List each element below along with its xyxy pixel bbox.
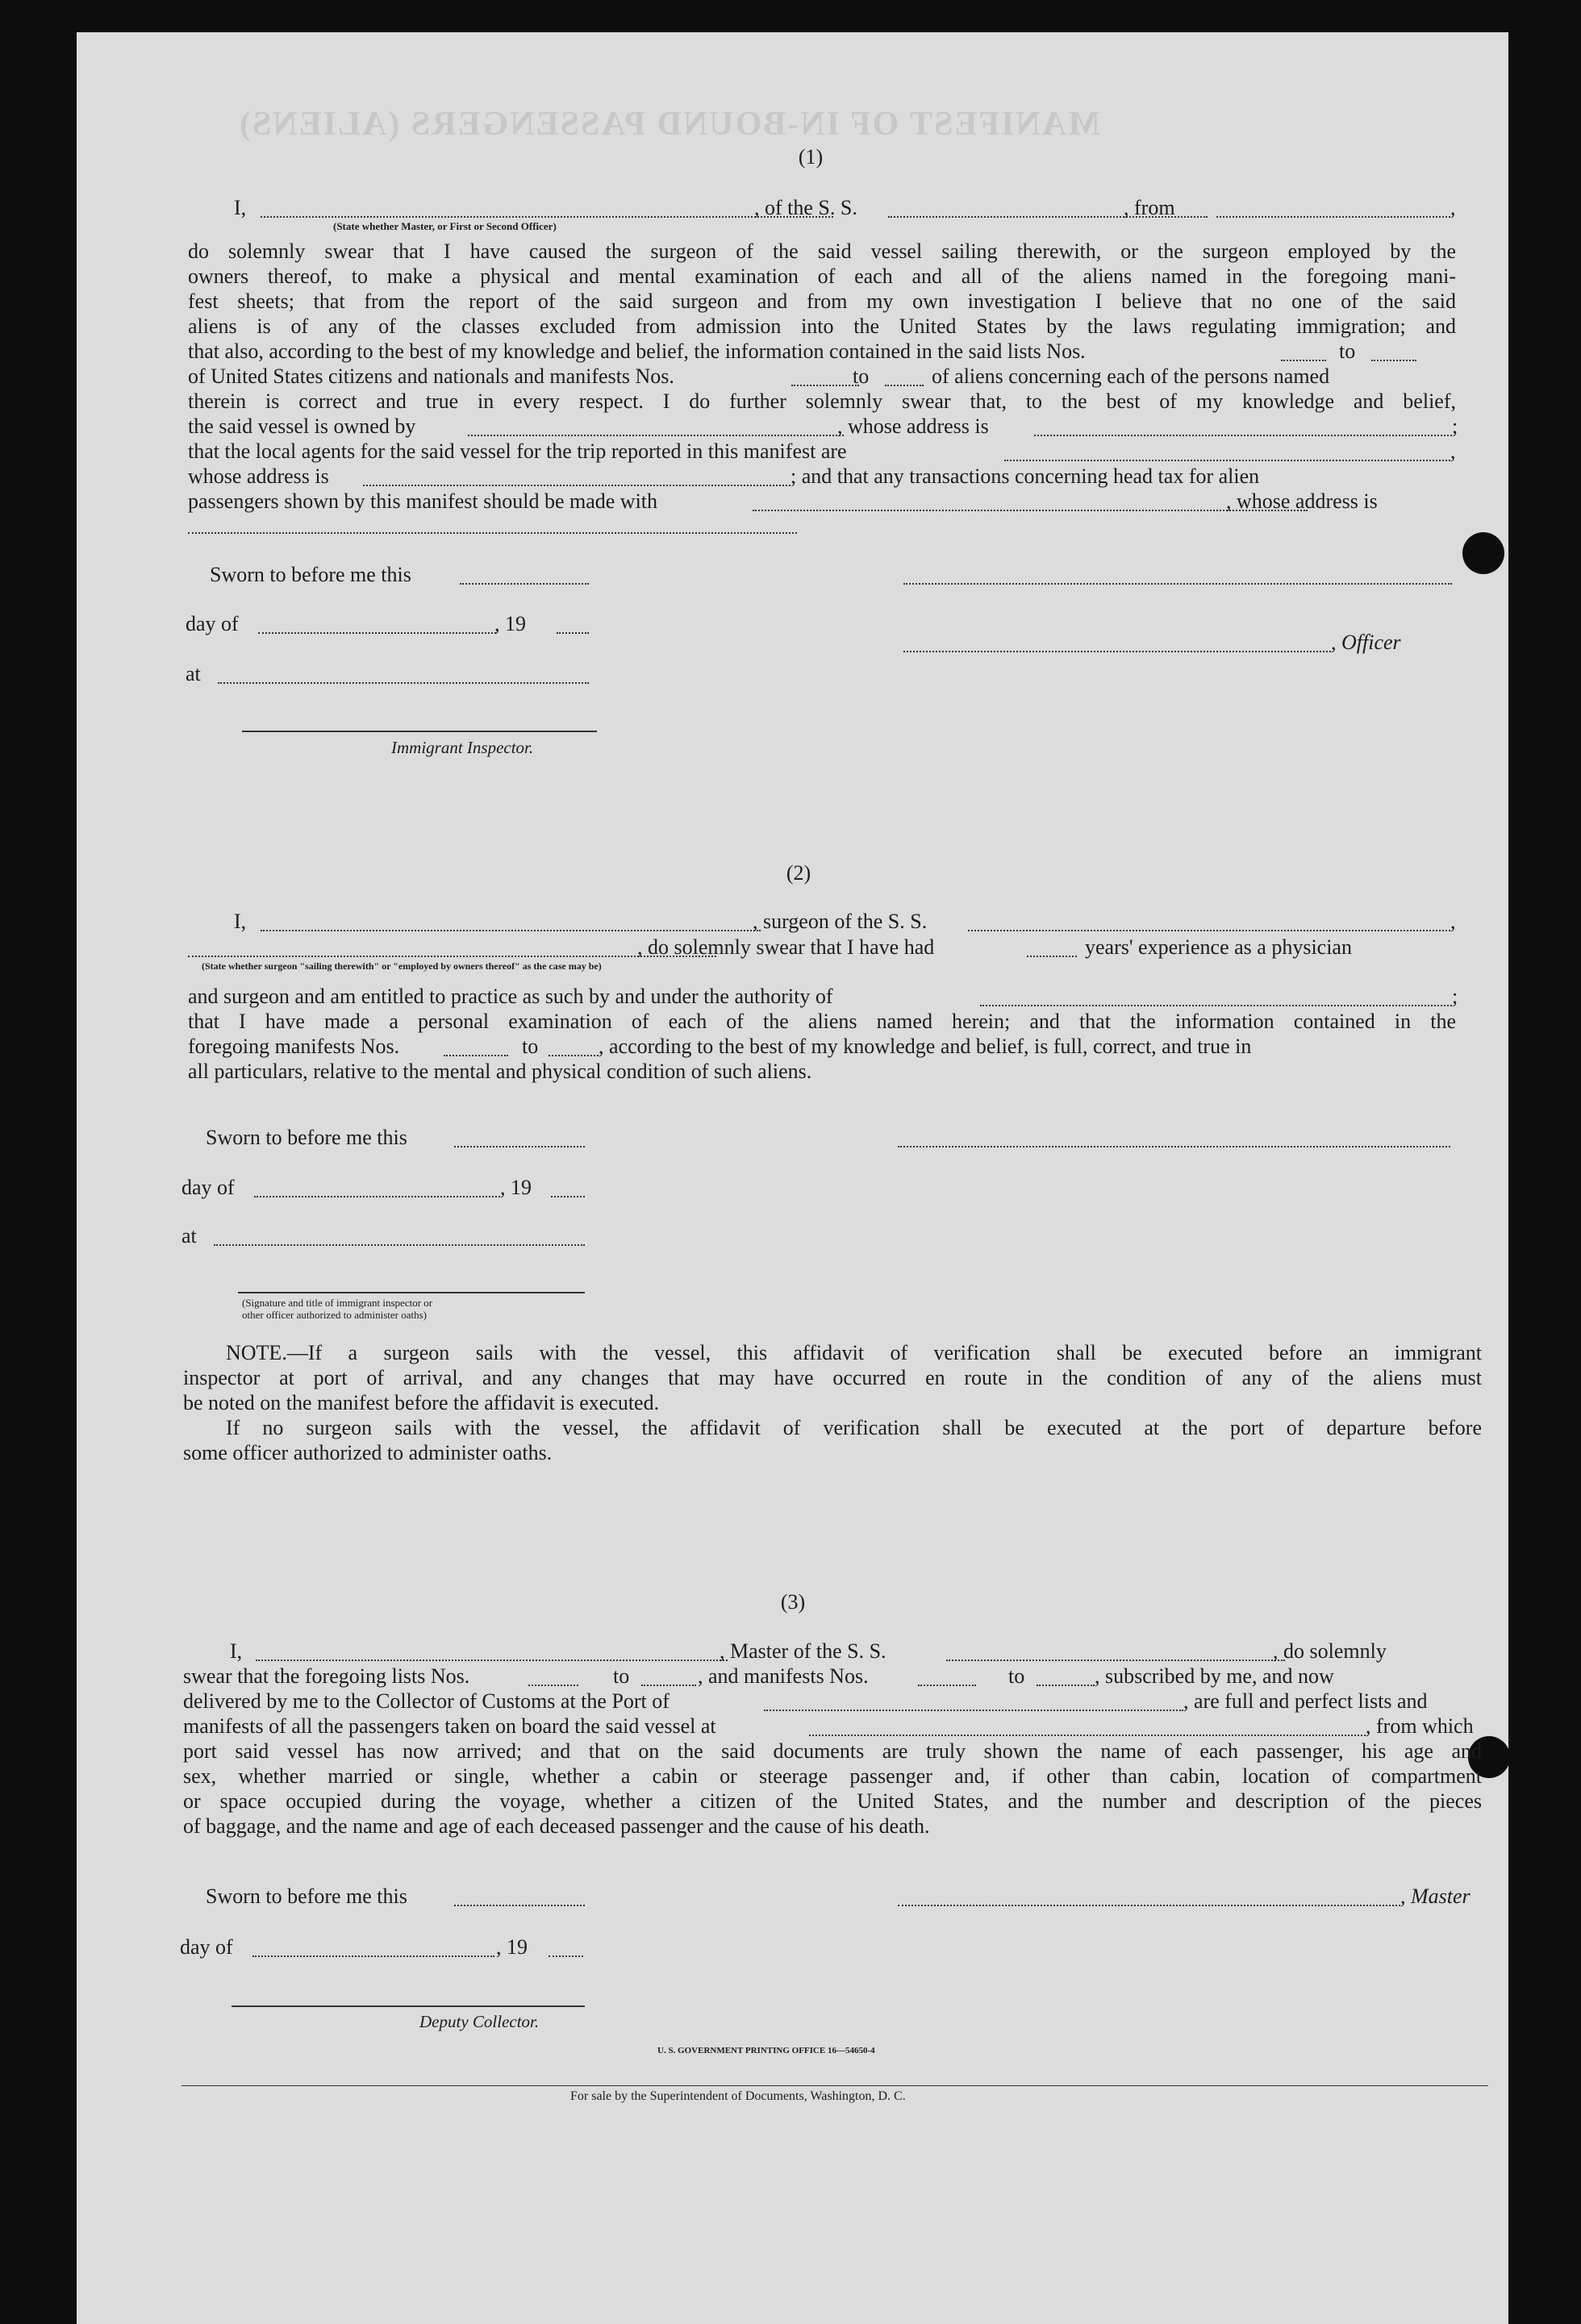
s2-at: at: [181, 1224, 197, 1247]
s1-line-2: owners thereof, to make a physical and mental examination of each and all of the aliens named in the foregoing mani-: [188, 264, 1456, 288]
s3-master-name-field[interactable]: [256, 1660, 728, 1661]
s3-vessel-field[interactable]: [946, 1660, 1285, 1661]
s3-deputy-label: Deputy Collector.: [419, 2012, 540, 2031]
s1-officer-note: (State whether Master, or First or Second Officer): [333, 220, 557, 232]
s2-signature-field[interactable]: [898, 1146, 1450, 1147]
s1-nineteen: , 19: [494, 612, 526, 635]
s3-line-4a: manifests of all the passengers taken on board the said vessel at: [183, 1714, 716, 1738]
s2-line-3a: and surgeon and am entitled to practice as such by and under the authority of: [188, 985, 833, 1008]
s1-line-6a: of United States citizens and nationals and manifests Nos.: [188, 364, 674, 388]
s3-deputy-signature-field[interactable]: [232, 2005, 585, 2007]
s2-day-month-field[interactable]: [254, 1196, 500, 1197]
s2-manifests-from-field[interactable]: [444, 1055, 508, 1056]
s1-of-ss: , of the S. S.: [754, 196, 857, 219]
s2-line-5b: to: [522, 1035, 539, 1058]
s2-year-field[interactable]: [551, 1196, 585, 1197]
s3-master-signature-field[interactable]: [898, 1905, 1400, 1906]
s1-line-4: aliens is of any of the classes excluded from admission into the United States by the laws regulating immigration; and: [188, 314, 1456, 338]
s1-line-10b: ; and that any transactions concerning head tax for alien: [790, 464, 1260, 488]
s2-line-5c: , according to the best of my knowledge and belief, is full, correct, and true in: [599, 1035, 1252, 1058]
s1-lists-to-field[interactable]: [1371, 360, 1416, 361]
s2-sig-note-2: other officer authorized to administer oaths): [242, 1309, 427, 1321]
s2-surgeon-name-field[interactable]: [261, 930, 761, 931]
s1-line-7: therein is correct and true in every respect. I do further solemnly swear that, to the best of my knowledge and belief,: [188, 389, 1456, 413]
s2-officer-signature-field[interactable]: [238, 1292, 585, 1293]
s3-line-8: of baggage, and the name and age of each deceased passenger and the cause of his death.: [183, 1814, 930, 1838]
s3-line-3a: delivered by me to the Collector of Customs at the Port of: [183, 1689, 670, 1713]
s1-line-5a: that also, according to the best of my knowledge and belief, the information contained in the said lists Nos.: [188, 339, 1086, 363]
s1-line-8a: the said vessel is owned by: [188, 414, 416, 438]
s3-manifests-from-field[interactable]: [918, 1685, 976, 1686]
s2-note-line-3: be noted on the manifest before the affidavit is executed.: [183, 1391, 660, 1414]
s1-officer-label: , Officer: [1331, 631, 1401, 654]
section-3-number: (3): [780, 1590, 806, 1614]
s1-at-place-field[interactable]: [218, 682, 589, 684]
s1-head-tax-address-field[interactable]: [188, 532, 797, 534]
s2-note-line-1: NOTE.—If a surgeon sails with the vessel, this affidavit of verification shall be executed before an immigrant: [226, 1341, 1482, 1364]
s2-sworn: Sworn to before me this: [206, 1126, 407, 1149]
s2-note2-line-1: If no surgeon sails with the vessel, the affidavit of verification shall be executed at the port of departure before: [226, 1416, 1482, 1439]
s3-lists-to-field[interactable]: [641, 1685, 696, 1686]
punch-hole-upper: [1462, 532, 1504, 574]
s1-day-of: day of: [186, 612, 239, 635]
s1-officer-title-field[interactable]: [903, 651, 1331, 652]
footer-rule: [181, 2085, 1488, 2086]
s2-note-line-2: inspector at port of arrival, and any changes that may have occurred en route in the condition of any of the aliens must: [183, 1366, 1482, 1389]
bleed-through-heading: MANIFEST OF IN-BOUND PASSENGERS (ALIENS): [238, 106, 1100, 143]
s1-agents-field[interactable]: [1004, 460, 1450, 461]
s3-master-of-ss: , Master of the S. S.: [720, 1639, 886, 1663]
s2-vessel-field[interactable]: [968, 930, 1450, 931]
s3-manifests-to-field[interactable]: [1037, 1685, 1095, 1686]
s1-inspector-label: Immigrant Inspector.: [391, 738, 534, 757]
section-2-number: (2): [786, 861, 811, 885]
s3-line-2d: to: [1008, 1664, 1025, 1688]
s1-line-5b: to: [1339, 339, 1356, 363]
s2-line-2b: years' experience as a physician: [1085, 935, 1352, 959]
s2-nineteen: , 19: [500, 1176, 532, 1199]
s1-line-6c: of aliens concerning each of the persons named: [932, 364, 1330, 388]
s3-line-4b: , from which: [1366, 1714, 1474, 1738]
s3-sworn-day-field[interactable]: [454, 1905, 585, 1906]
s1-line-11b: , whose address is: [1226, 489, 1378, 513]
s2-at-place-field[interactable]: [214, 1244, 585, 1246]
s2-note2-line-2: some officer authorized to administer oaths.: [183, 1441, 553, 1464]
s1-inspector-signature-field[interactable]: [242, 731, 597, 732]
s2-line-3b: ;: [1452, 985, 1458, 1008]
s1-manifests-to-field[interactable]: [885, 385, 924, 386]
s3-line-7: or space occupied during the voyage, whether a citizen of the United States, and the number and description of the pieces: [183, 1789, 1482, 1813]
s2-line-6: all particulars, relative to the mental and physical condition of such aliens.: [188, 1060, 812, 1083]
s2-authority-field[interactable]: [980, 1005, 1452, 1006]
s1-officer-name-field[interactable]: [261, 216, 833, 218]
s1-i: I,: [234, 196, 247, 219]
document-page: [77, 32, 1508, 2324]
s3-l1-end: , do solemnly: [1273, 1639, 1387, 1663]
gpo-imprint: U. S. GOVERNMENT PRINTING OFFICE 16—54650-4: [657, 2046, 875, 2055]
s3-line-3b: , are full and perfect lists and: [1183, 1689, 1428, 1713]
s2-line-4: that I have made a personal examination of each of the aliens named herein; and that the information contained in the: [188, 1010, 1456, 1033]
s1-line-9b: ,: [1450, 439, 1456, 463]
s2-line-2a: , do solemnly swear that I have had: [637, 935, 935, 959]
s1-from-field[interactable]: [1216, 216, 1450, 218]
s1-line-9a: that the local agents for the said vessel for the trip reported in this manifest are: [188, 439, 847, 463]
s1-line-8c: ;: [1452, 414, 1458, 438]
s1-sworn-day-field[interactable]: [460, 583, 589, 585]
s2-surgeon-of-ss: , surgeon of the S. S.: [753, 910, 928, 933]
s3-sworn: Sworn to before me this: [206, 1885, 407, 1908]
s3-nineteen: , 19: [496, 1935, 528, 1959]
s2-manifests-to-field[interactable]: [549, 1055, 599, 1056]
s3-line-2c: , and manifests Nos.: [698, 1664, 869, 1688]
s1-lists-from-field[interactable]: [1281, 360, 1326, 361]
s2-day-of: day of: [181, 1176, 235, 1199]
s2-l1-end: ,: [1450, 910, 1456, 933]
s2-sig-note-1: (Signature and title of immigrant inspector or: [242, 1297, 433, 1309]
s3-line-2b: to: [613, 1664, 630, 1688]
s3-day-month-field[interactable]: [252, 1955, 494, 1957]
s3-year-field[interactable]: [549, 1955, 583, 1957]
s2-surgeon-note: (State whether surgeon "sailing therewith" or "employed by owners thereof" as the case may be): [202, 960, 602, 972]
section-1-number: (1): [798, 145, 824, 169]
s1-agents-address-field[interactable]: [363, 485, 790, 486]
s1-owner-address-field[interactable]: [1034, 435, 1452, 436]
s1-l1-end: ,: [1450, 196, 1456, 219]
s1-line-10a: whose address is: [188, 464, 329, 488]
s1-line-1: do solemnly swear that I have caused the surgeon of the said vessel sailing therewith, or the surgeon employed by the: [188, 239, 1456, 263]
s1-manifests-from-field[interactable]: [791, 385, 859, 386]
s2-line-5a: foregoing manifests Nos.: [188, 1035, 400, 1058]
s3-line-2e: , subscribed by me, and now: [1095, 1664, 1334, 1688]
s3-boarded-at-field[interactable]: [809, 1735, 1366, 1736]
s3-i: I,: [230, 1639, 243, 1663]
s1-line-11a: passengers shown by this manifest should be made with: [188, 489, 658, 513]
s2-sworn-day-field[interactable]: [454, 1146, 585, 1147]
s3-day-of: day of: [180, 1935, 233, 1959]
s2-years-field[interactable]: [1027, 956, 1077, 957]
s3-line-2a: swear that the foregoing lists Nos.: [183, 1664, 470, 1688]
s1-day-month-field[interactable]: [258, 632, 496, 634]
s3-port-field[interactable]: [764, 1710, 1183, 1711]
s1-at: at: [186, 662, 201, 685]
s1-year-field[interactable]: [557, 632, 589, 634]
sale-imprint: For sale by the Superintendent of Documents, Washington, D. C.: [570, 2089, 906, 2103]
s1-sworn: Sworn to before me this: [210, 563, 411, 586]
s1-head-tax-field[interactable]: [753, 510, 1308, 511]
s1-signature-field[interactable]: [903, 583, 1452, 585]
s1-line-6b: to: [853, 364, 870, 388]
s2-i: I,: [234, 910, 247, 933]
s1-from: , from: [1124, 196, 1175, 219]
s3-line-6: sex, whether married or single, whether a cabin or steerage passenger and, if other than cabin, location of compartment: [183, 1764, 1482, 1788]
s1-owner-field[interactable]: [468, 435, 844, 436]
s3-master-label: , Master: [1400, 1885, 1470, 1908]
s3-line-5: port said vessel has now arrived; and that on the said documents are truly shown the name of each passenger, his age and: [183, 1739, 1482, 1763]
s3-lists-from-field[interactable]: [528, 1685, 578, 1686]
s1-line-8b: , whose address is: [837, 414, 989, 438]
s1-line-3: fest sheets; that from the report of the said surgeon and from my own investigation I believe that no one of the said: [188, 289, 1456, 313]
